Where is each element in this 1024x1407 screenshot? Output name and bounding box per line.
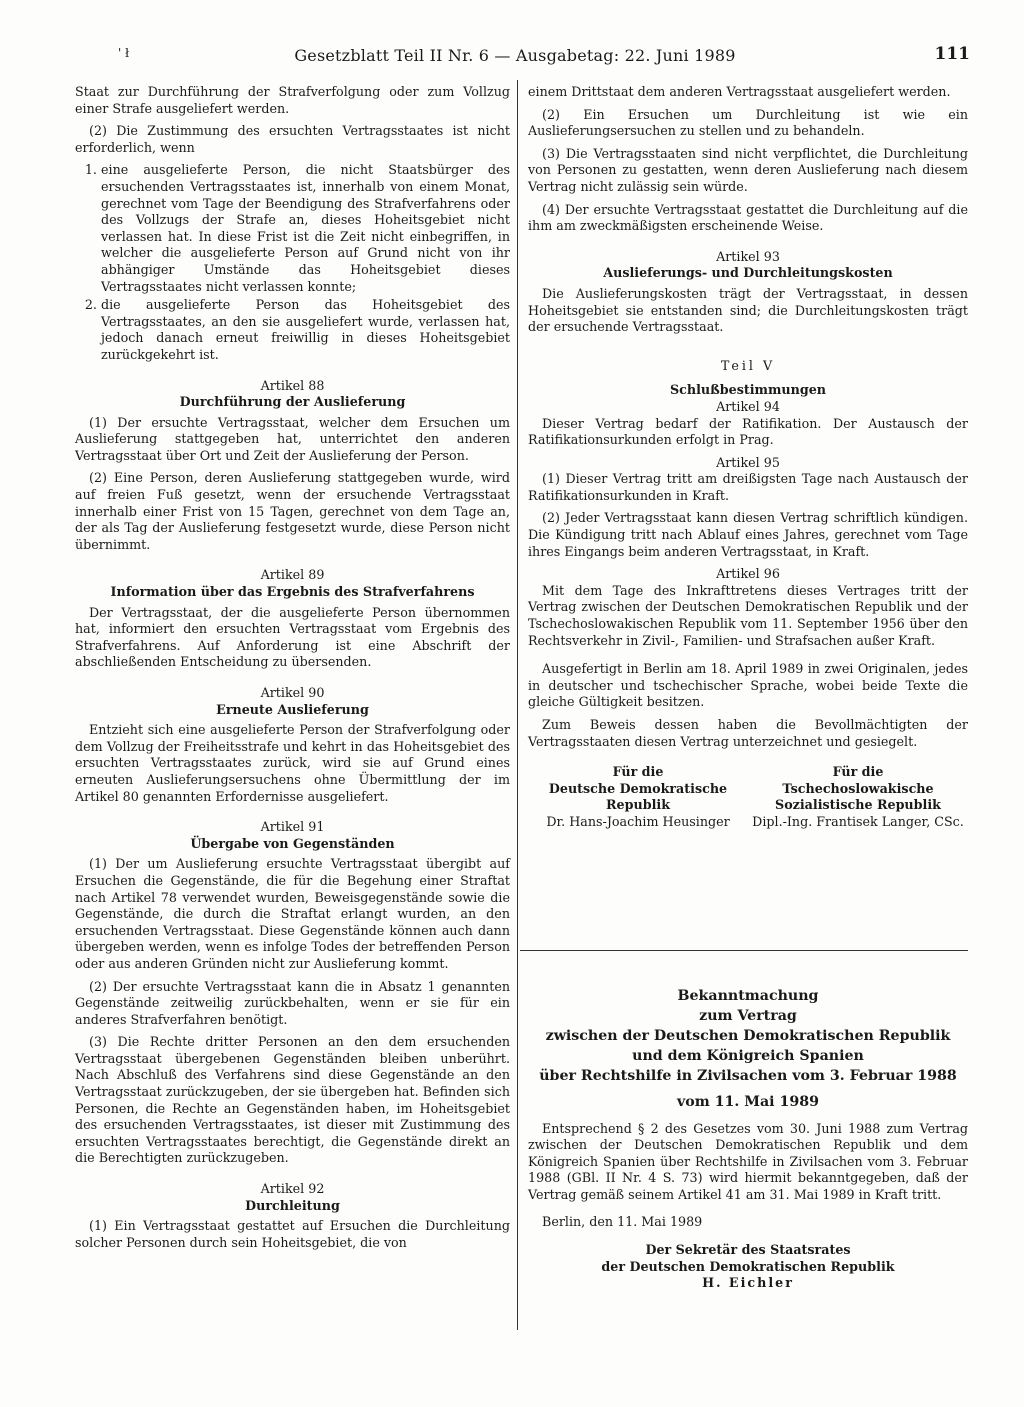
- paragraph: (2) Der ersuchte Vertragsstaat kann die in Absatz 1 genannten Gegenstände zeitweilig zurückbehalten, wenn er sie für ein anderes Strafverfahren benötigt.: [75, 978, 510, 1027]
- article-title: Durchführung der Auslieferung: [179, 394, 406, 410]
- signatory-line: Für die: [612, 764, 664, 780]
- signatory-line: Deutsche Demokratische: [548, 780, 728, 796]
- page-number: 111: [934, 44, 970, 64]
- paragraph: (1) Dieser Vertrag tritt am dreißigsten Tage nach Austausch der Ratifikationsurkunden in Kraft.: [528, 471, 968, 503]
- place-date: Berlin, den 11. Mai 1989: [542, 1213, 703, 1229]
- signer-title: Der Sekretär des Staatsrates: [645, 1242, 851, 1258]
- signatory-name: Dr. Hans-Joachim Heusinger: [546, 813, 730, 829]
- article-number: Artikel 88: [260, 377, 325, 393]
- announcement-title: zwischen der Deutschen Demokratischen Republik: [545, 1028, 951, 1044]
- article-title: Information über das Ergebnis des Strafverfahrens: [110, 584, 475, 600]
- article-number: Artikel 96: [716, 566, 780, 582]
- signer-name: H. Eichler: [702, 1275, 794, 1291]
- signer-title: der Deutschen Demokratischen Republik: [601, 1258, 895, 1274]
- article-number: Artikel 93: [716, 248, 780, 264]
- signatory-gdr: [528, 764, 748, 830]
- paragraph: Staat zur Durchführung der Strafverfolgung oder zum Vollzug einer Strafe ausgeliefert werden.: [75, 84, 510, 116]
- paragraph: Entsprechend § 2 des Gesetzes vom 30. Juni 1988 zum Vertrag zwischen der Deutschen Demokratischen Republik und dem Königreich Spanien über Rechtshilfe in Zivilsachen vom 3. Februar 1988 (GBl. II Nr. 4 S. 73) wird hiermit bekanntgegeben, daß der Vertrag gemäß seinem Artikel 41 am 31. Mai 1989 in Kraft tritt.: [528, 1120, 968, 1202]
- announcement-title: Bekanntmachung: [677, 988, 819, 1004]
- paragraph: Entzieht sich eine ausgelieferte Person der Strafverfolgung oder dem Vollzug der Freiheitsstrafe und kehrt in das Hoheitsgebiet des ersuchten Vertragsstaates zurück, wird sie auf Grund eines erneuten Auslieferungsersuchens ohne Übermittlung der im Artikel 80 genannten Erfordernisse ausgeliefert.: [75, 722, 510, 804]
- part-title: Schlußbestimmungen: [669, 382, 827, 398]
- article-number: Artikel 90: [260, 685, 325, 700]
- paragraph: Mit dem Tage des Inkrafttretens dieses Vertrages tritt der Vertrag zwischen der Deutschen Demokratischen Republik und der Tschechoslowakischen Republik vom 11. September 1956 über den Rechtsverkehr in Zivil-, Familien- und Strafsachen außer Kraft.: [528, 582, 968, 648]
- article-title: Übergabe von Gegenständen: [190, 835, 395, 851]
- article-number: Artikel 95: [716, 454, 780, 470]
- paragraph: (2) Die Zustimmung des ersuchten Vertragsstaates ist nicht erforderlich, wenn: [75, 123, 510, 155]
- paragraph: (2) Jeder Vertragsstaat kann diesen Vertrag schriftlich kündigen. Die Kündigung tritt nach Ablauf eines Jahres, gerechnet vom Tage ihres Eingangs beim anderen Vertragsstaat, in Kraft.: [528, 510, 968, 559]
- section-rule: [520, 950, 968, 951]
- page-header: [60, 44, 970, 72]
- article-number: Artikel 89: [260, 567, 325, 583]
- article-number: Artikel 91: [260, 819, 325, 835]
- enumeration: [75, 162, 510, 363]
- article-title: Erneute Auslieferung: [216, 701, 369, 717]
- paragraph: (3) Die Vertragsstaaten sind nicht verpflichtet, die Durchleitung von Personen zu gestatten, wenn deren Auslieferung nach diesem Vertrag nicht zulässig sein würde.: [528, 145, 968, 194]
- announcement-date: vom 11. Mai 1989: [677, 1094, 819, 1110]
- signatory-line: Sozialistische Republik: [775, 797, 941, 813]
- right-column: [528, 84, 968, 831]
- part-heading: Teil V: [720, 357, 776, 373]
- article-number: Artikel 94: [716, 398, 780, 414]
- list-item: 2. die ausgelieferte Person das Hoheitsgebiet des Vertragsstaates, an den sie ausgeliefert wurde, verlassen hat, jedoch danach erneut freiwillig in dieses Hoheitsgebiet zurückgekehrt ist.: [101, 297, 510, 363]
- paragraph: Die Auslieferungskosten trägt der Vertragsstaat, in dessen Hoheitsgebiet sie entstanden sind; die Durchleitungskosten trägt der ersuchende Vertragsstaat.: [528, 285, 968, 335]
- article-number: Artikel 92: [260, 1181, 325, 1197]
- list-item: 1. eine ausgelieferte Person, die nicht Staatsbürger des ersuchenden Vertragsstaates ist, innerhalb von einem Monat, gerechnet vom Tage der Beendigung des Strafverfahrens oder des Vollzugs der Strafe an, dieses Hoheitsgebiet nicht verlassen hat. In diese Frist ist die Zeit nicht einbegriffen, in welcher die ausgelieferte Person auf Grund nicht von ihr abhängiger Umstände das Hoheitsgebiet dieses Vertragsstaates nicht verlassen konnte;: [101, 162, 510, 295]
- paragraph: (3) Die Rechte dritter Personen an den dem ersuchenden Vertragsstaat übergebenen Gegenständen bleiben unberührt. Nach Abschluß des Verfahrens sind diese Gegenstände an den Vertragsstaat zurückzugeben, der sie übergeben hat. Befinden sich Personen, die Rechte an Gegenständen haben, im Hoheitsgebiet des ersuchenden Vertragsstaates, ist dieser mit Zustimmung des ersuchten Vertragsstaates berechtigt, die Gegenstände direkt an die Berechtigten zurückzugeben.: [75, 1034, 510, 1166]
- paragraph: Ausgefertigt in Berlin am 18. April 1989 in zwei Originalen, jedes in deutscher und tschechischer Sprache, wobei beide Texte die gleiche Gültigkeit besitzen.: [528, 661, 968, 710]
- announcement-title: über Rechtshilfe in Zivilsachen vom 3. Februar 1988: [539, 1068, 957, 1084]
- article-title: Auslieferungs- und Durchleitungskosten: [603, 265, 893, 281]
- signatory-line: Republik: [605, 797, 670, 813]
- signatory-line: Tschechoslowakische: [782, 780, 934, 796]
- paragraph: (4) Der ersuchte Vertragsstaat gestattet die Durchleitung auf die ihm am zweckmäßigsten erscheinende Weise.: [528, 201, 968, 234]
- paragraph: (2) Eine Person, deren Auslieferung stattgegeben wurde, wird auf freien Fuß gesetzt, wenn der ersuchende Vertragsstaat innerhalb einer Frist von 15 Tagen, gerechnet von dem Tage an, der als Tag der Auslieferung festgesetzt wurde, diese Person nicht übernimmt.: [75, 470, 510, 552]
- signatory-cssr: [748, 764, 968, 830]
- signatory-name: Dipl.-Ing. Frantisek Langer, CSc.: [752, 813, 964, 829]
- margin-mark: ' ł: [118, 46, 130, 60]
- paragraph: (2) Ein Ersuchen um Durchleitung ist wie ein Auslieferungsersuchen zu stellen und zu behandeln.: [528, 106, 968, 139]
- paragraph: (1) Ein Vertragsstaat gestattet auf Ersuchen die Durchleitung solcher Personen durch sein Hoheitsgebiet, die von: [75, 1218, 510, 1250]
- signatory-line: Für die: [832, 764, 884, 780]
- announcement-title: und dem Königreich Spanien: [632, 1048, 864, 1064]
- announcement: [528, 986, 968, 1292]
- paragraph: Der Vertragsstaat, der die ausgelieferte Person übernommen hat, informiert den ersuchten Vertragsstaat vom Ergebnis des Strafverfahrens. Auf Anforderung ist eine Abschrift der abschließenden Entscheidung zu übersenden.: [75, 604, 510, 670]
- announcement-title: zum Vertrag: [699, 1008, 797, 1024]
- gazette-title: Gesetzblatt Teil II Nr. 6 — Ausgabetag: 22. Juni 1989: [294, 46, 736, 65]
- column-divider: [517, 80, 518, 1330]
- paragraph: (1) Der um Auslieferung ersuchte Vertragsstaat übergibt auf Ersuchen die Gegenstände, die für die Begehung einer Straftat nach Artikel 78 verwendet wurden, Beweisgegenstände sowie die Gegenstände, die durch die Straftat erlangt wurden, an den ersuchenden Vertragsstaat. Diese Gegenstände können auch dann übergeben werden, wenn es infolge Todes der betreffenden Person oder aus anderen Gründen nicht zur Auslieferung kommt.: [75, 856, 510, 971]
- paragraph: (1) Der ersuchte Vertragsstaat, welcher dem Ersuchen um Auslieferung stattgegeben hat, unterrichtet den anderen Vertragsstaat über Ort und Zeit der Auslieferung der Person.: [75, 414, 510, 463]
- left-column: [75, 84, 510, 1257]
- paragraph: einem Drittstaat dem anderen Vertragsstaat ausgeliefert werden.: [528, 84, 951, 99]
- paragraph: Dieser Vertrag bedarf der Ratifikation. Der Austausch der Ratifikationsurkunden erfolgt in Prag.: [528, 415, 968, 448]
- paragraph: Zum Beweis dessen haben die Bevollmächtigten der Vertragsstaaten diesen Vertrag unterzeichnet und gesiegelt.: [528, 717, 968, 749]
- article-title: Durchleitung: [245, 1197, 340, 1213]
- signature-block: [528, 764, 968, 830]
